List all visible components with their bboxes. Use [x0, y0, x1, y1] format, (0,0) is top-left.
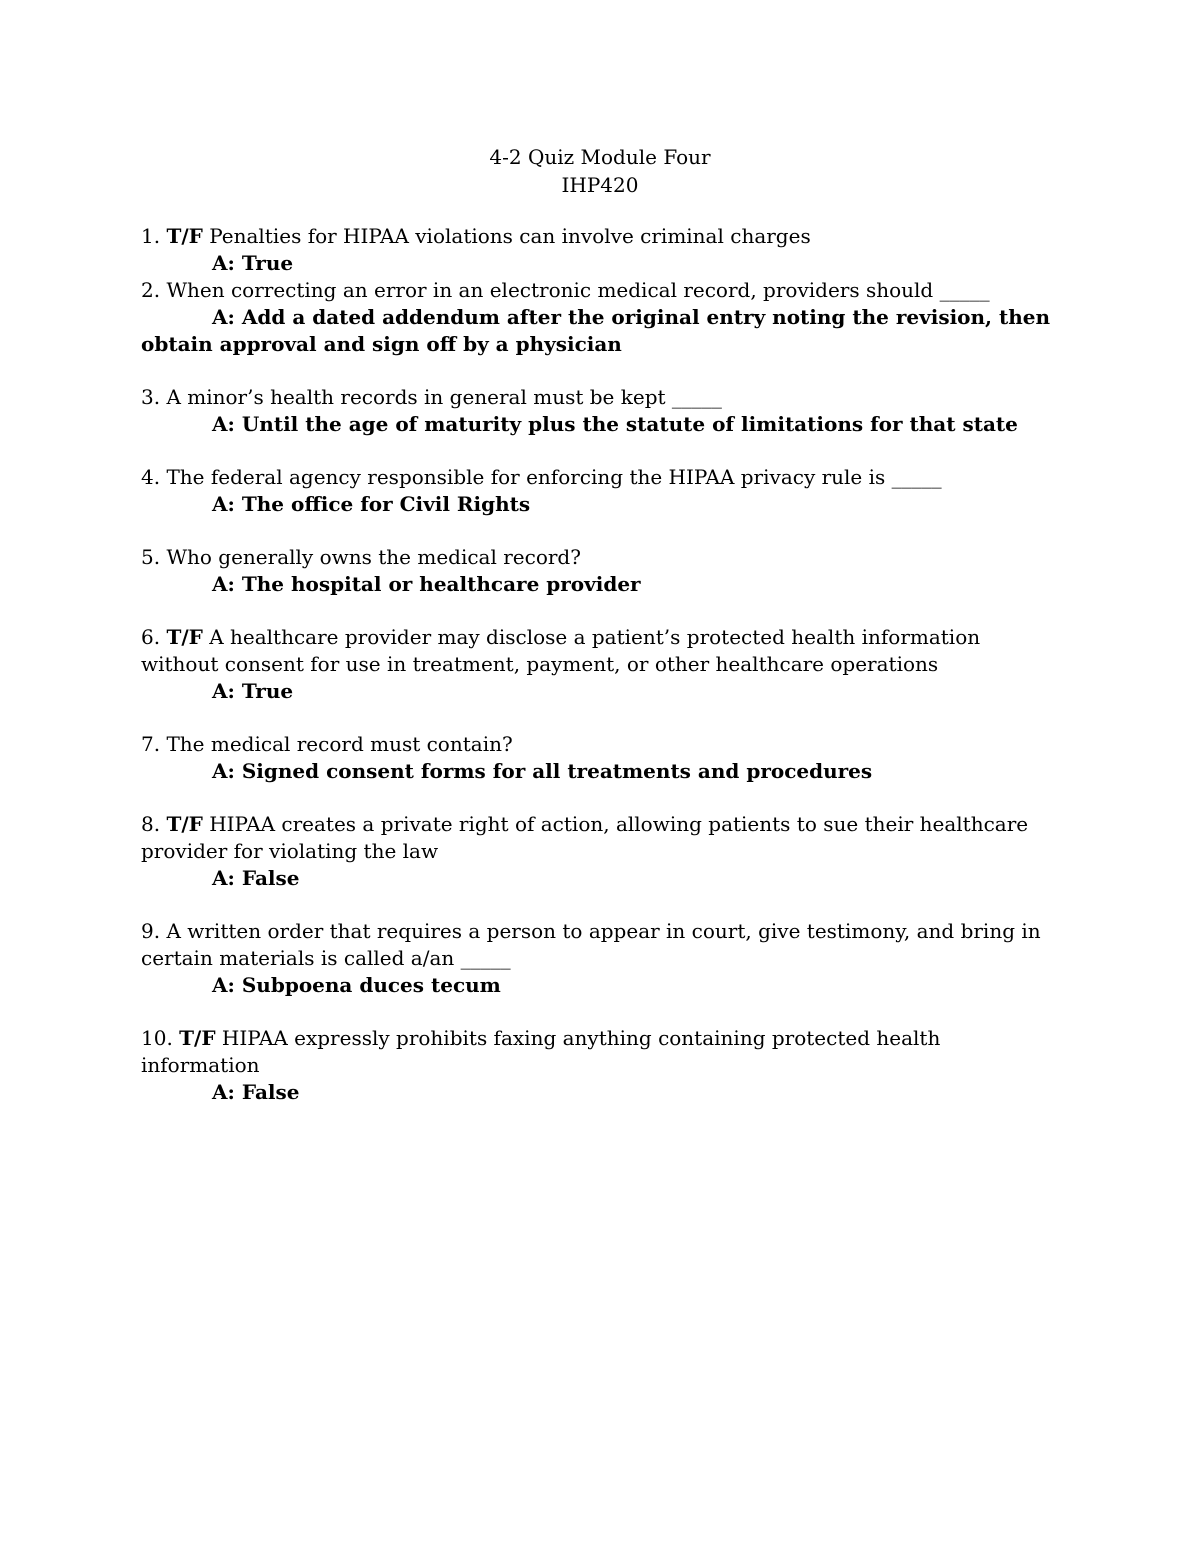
answer-text: A: True — [212, 251, 294, 275]
answer-text: A: Subpoena duces tecum — [212, 973, 501, 997]
answer-text: A: Add a dated addendum after the original entry noting the revision, then obtain approval and sign off by a physician — [141, 305, 1051, 356]
answer-text: A: False — [212, 1080, 300, 1104]
question-number: 3. — [141, 385, 161, 409]
question-body: HIPAA creates a private right of action, allowing patients to sue their healthcare provider for violating the law — [141, 812, 1029, 863]
question-text — [141, 384, 1061, 411]
question-number: 4. — [141, 465, 161, 489]
question-item — [141, 731, 1061, 785]
question-number: 2. — [141, 278, 161, 302]
question-number: 1. — [141, 224, 161, 248]
question-item — [141, 384, 1061, 438]
question-body: When correcting an error in an electronic medical record, providers should _____ — [160, 278, 990, 302]
question-item — [141, 624, 1061, 705]
question-number: 6. — [141, 625, 161, 649]
question-number: 10. — [141, 1026, 173, 1050]
question-number: 5. — [141, 545, 161, 569]
answer-text: A: True — [212, 679, 294, 703]
answer-text: A: False — [212, 866, 300, 890]
question-text — [141, 624, 1061, 678]
question-body: A written order that requires a person to appear in court, give testimony, and bring in certain materials is called a/an _____ — [141, 919, 1041, 970]
question-item — [141, 544, 1061, 598]
question-item — [141, 277, 1061, 358]
question-text — [141, 731, 1061, 758]
question-text — [141, 1025, 1061, 1079]
answer-text: A: The hospital or healthcare provider — [212, 572, 641, 596]
question-item — [141, 223, 1061, 277]
question-list — [141, 223, 1061, 1106]
question-number: 8. — [141, 812, 161, 836]
answer-text: A: The office for Civil Rights — [212, 492, 531, 516]
question-text — [141, 223, 1061, 250]
question-body: Penalties for HIPAA violations can involve criminal charges — [202, 224, 811, 248]
question-text — [141, 811, 1061, 865]
question-item — [141, 811, 1061, 892]
true-false-marker: T/F — [179, 1026, 216, 1050]
question-body: A minor’s health records in general must be kept _____ — [160, 385, 722, 409]
question-body: The federal agency responsible for enforcing the HIPAA privacy rule is _____ — [160, 465, 942, 489]
question-text — [141, 918, 1061, 972]
question-item — [141, 464, 1061, 518]
question-body: A healthcare provider may disclose a patient’s protected health information without consent for use in treatment, payment, or other healthcare operations — [141, 625, 981, 676]
document-title: 4-2 Quiz Module Four — [489, 145, 711, 169]
answer-text: A: Signed consent forms for all treatments and procedures — [212, 759, 873, 783]
question-body: Who generally owns the medical record? — [160, 545, 581, 569]
answer-text: A: Until the age of maturity plus the statute of limitations for that state — [212, 412, 1018, 436]
true-false-marker: T/F — [166, 812, 203, 836]
true-false-marker: T/F — [166, 625, 203, 649]
question-text — [141, 277, 1061, 304]
course-code: IHP420 — [561, 173, 639, 197]
question-number: 9. — [141, 919, 161, 943]
question-number: 7. — [141, 732, 161, 756]
question-text — [141, 464, 1061, 491]
question-item — [141, 1025, 1061, 1106]
question-text — [141, 544, 1061, 571]
question-item — [141, 918, 1061, 999]
true-false-marker: T/F — [166, 224, 203, 248]
document-header — [0, 143, 1200, 199]
question-body: HIPAA expressly prohibits faxing anything containing protected health information — [141, 1026, 941, 1077]
question-body: The medical record must contain? — [160, 732, 513, 756]
